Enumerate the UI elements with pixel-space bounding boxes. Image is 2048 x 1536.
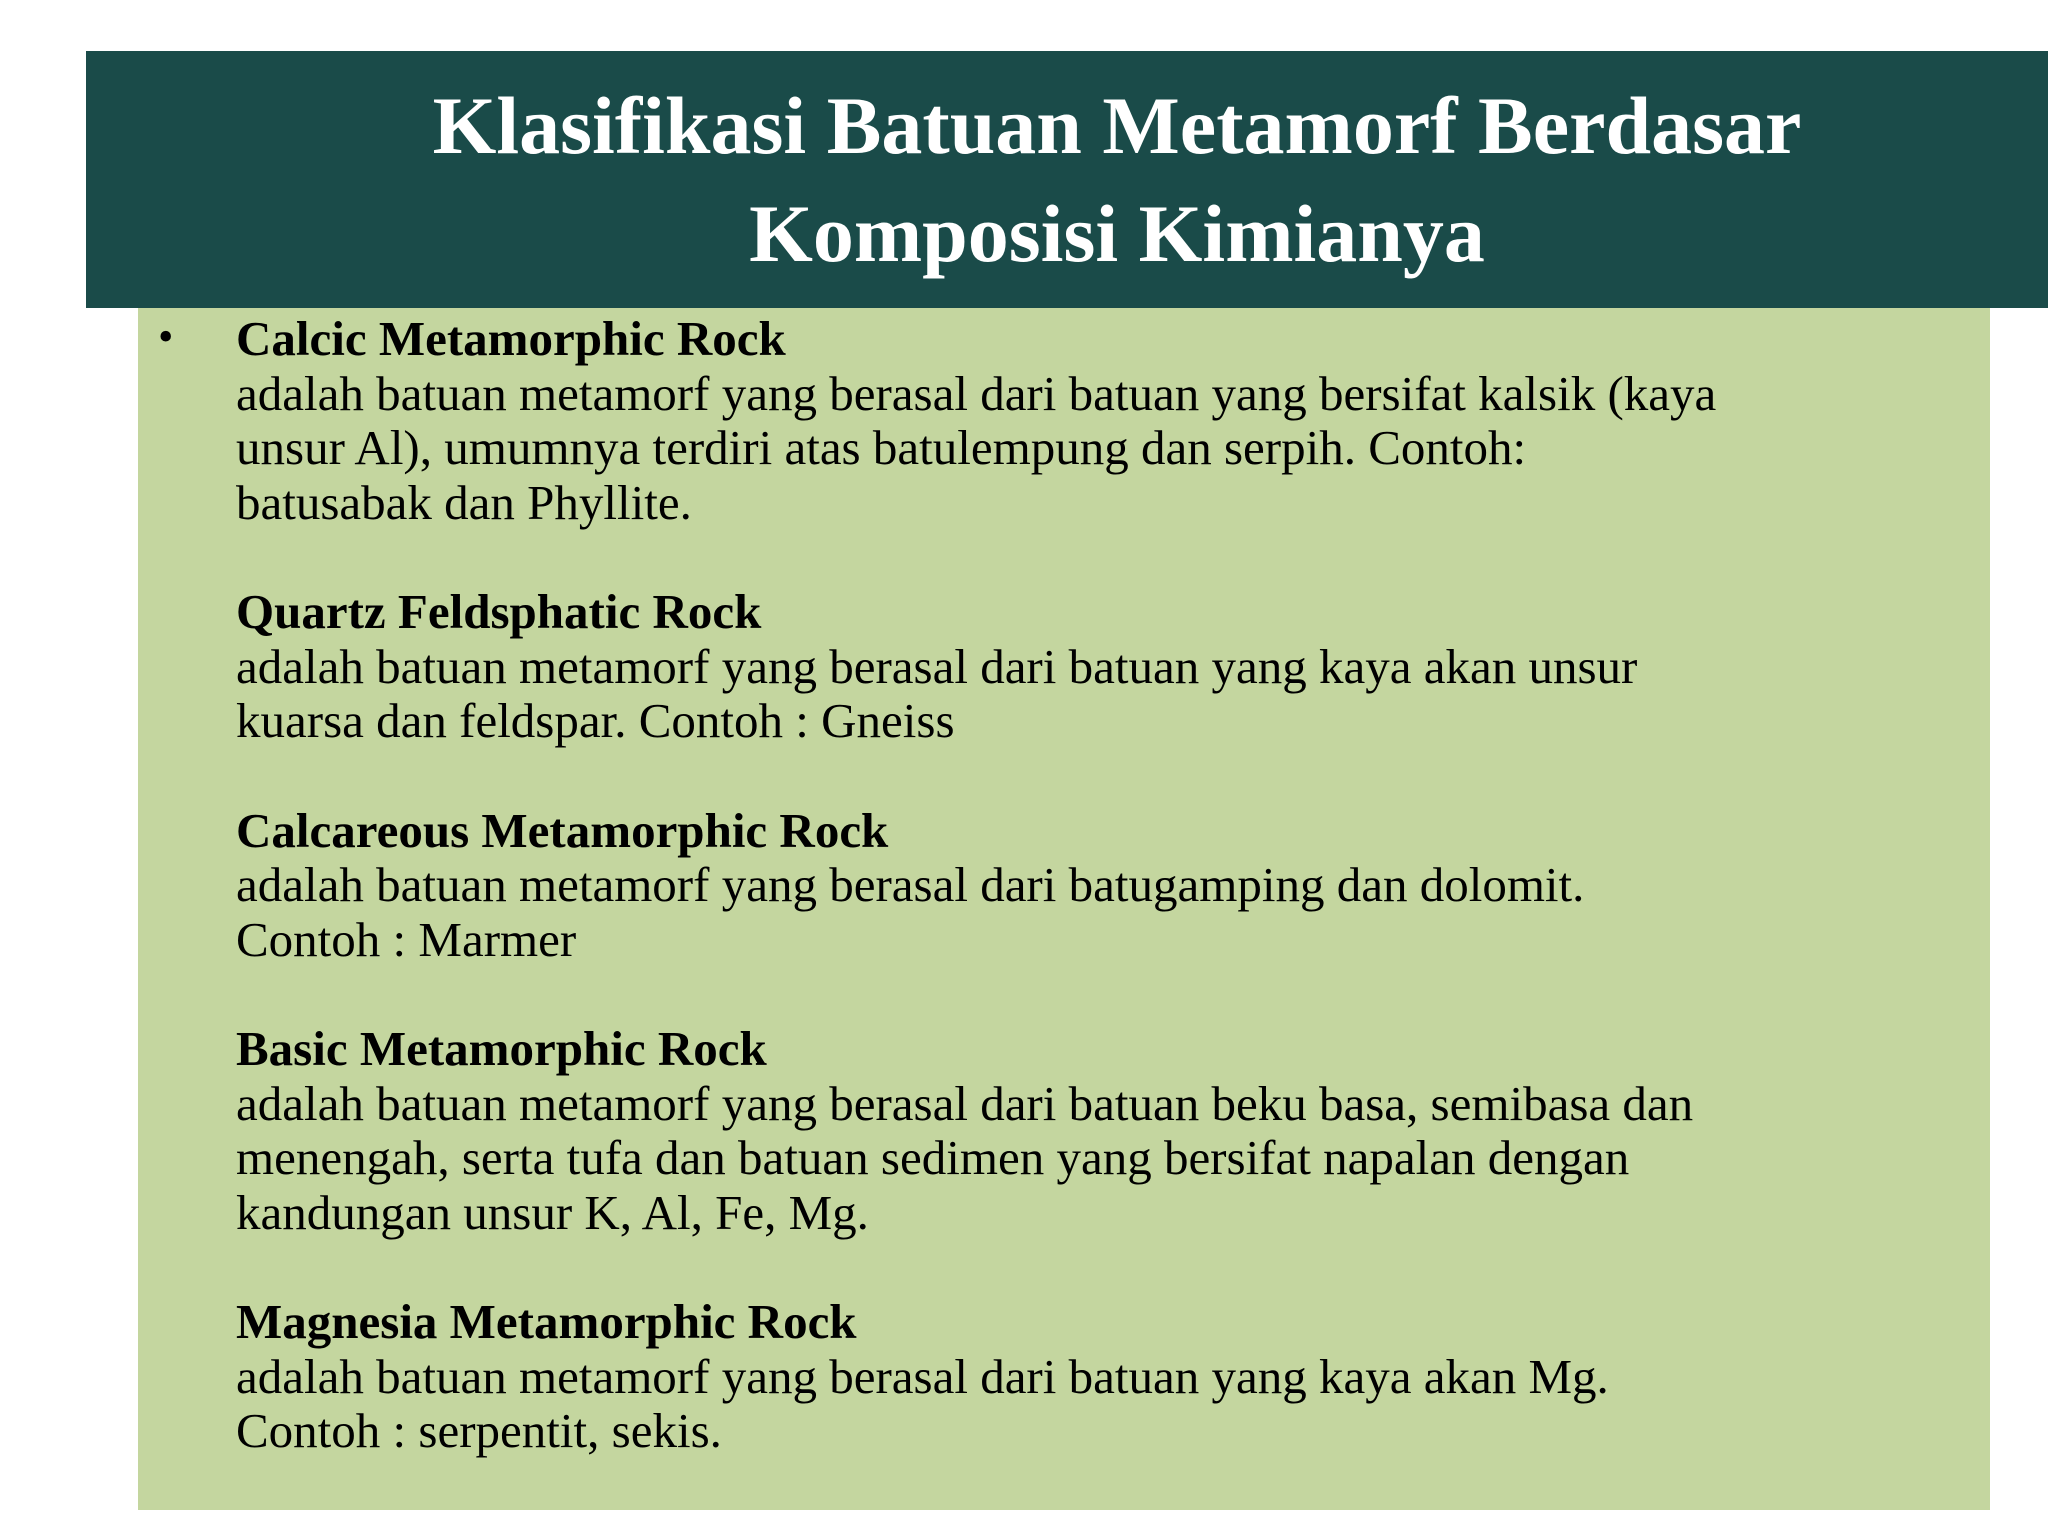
entry-desc-line: Contoh : serpentit, sekis. [236, 1403, 722, 1458]
list-item [236, 804, 1976, 968]
entry-desc-line: adalah batuan metamorf yang berasal dari batuan beku basa, semibasa dan [236, 1075, 1694, 1131]
list-item [236, 312, 1976, 530]
rock-classification-list [236, 312, 1976, 1514]
entry-desc-line: adalah batuan metamorf yang berasal dari batugamping dan dolomit. [236, 857, 1585, 912]
entry-title: Calcic Metamorphic Rock [236, 311, 786, 366]
entry-title: Basic Metamorphic Rock [236, 1021, 767, 1076]
slide-title-line-1: Klasifikasi Batuan Metamorf Berdasar [432, 79, 1802, 171]
entry-title: Quartz Feldsphatic Rock [236, 584, 762, 639]
entry-desc-line: menengah, serta tufa dan batuan sedimen yang bersifat napalan dengan [236, 1130, 1630, 1185]
entry-desc-line: kandungan unsur K, Al, Fe, Mg. [236, 1184, 869, 1240]
entry-title: Magnesia Metamorphic Rock [236, 1294, 857, 1349]
entry-desc-line: kuarsa dan feldspar. Contoh : Gneiss [236, 693, 955, 748]
list-item [236, 1295, 1976, 1459]
entry-desc-line: unsur Al), umumnya terdiri atas batulempung dan serpih. Contoh: [236, 420, 1527, 475]
entry-desc-line: batusabak dan Phyllite. [236, 474, 692, 530]
entry-desc-line: Contoh : Marmer [236, 911, 577, 967]
entry-title: Calcareous Metamorphic Rock [236, 802, 889, 858]
slide-title [333, 72, 1802, 288]
entry-desc-line: adalah batuan metamorf yang berasal dari batuan yang kaya akan unsur [236, 638, 1638, 694]
slide-title-line-2: Komposisi Kimianya [749, 187, 1485, 279]
bullet-marker: • [158, 312, 174, 361]
title-bar [86, 51, 2048, 308]
list-item [236, 585, 1976, 749]
list-item [236, 1022, 1976, 1240]
entry-desc-line: adalah batuan metamorf yang berasal dari batuan yang bersifat kalsik (kaya [236, 365, 1717, 421]
entry-desc-line: adalah batuan metamorf yang berasal dari batuan yang kaya akan Mg. [236, 1348, 1609, 1404]
